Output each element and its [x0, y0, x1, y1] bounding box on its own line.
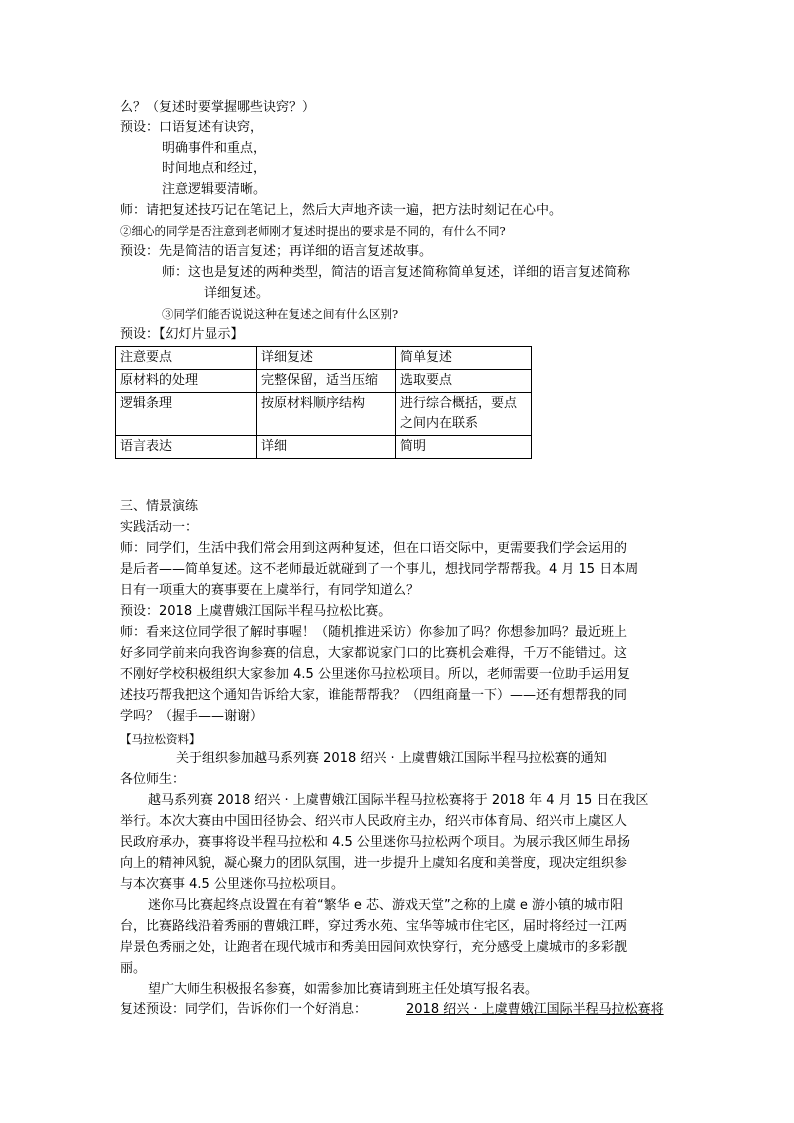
- text-line: ②细心的同学是否注意到老师刚才复述时提出的要求是不同的，有什么不同?: [120, 224, 506, 238]
- table-cell: 选取要点: [396, 370, 532, 393]
- table-row: [116, 370, 532, 393]
- table-cell: 进行综合概括，要点之间内在联系: [396, 393, 532, 436]
- text-line: 台，比赛路线沿着秀丽的曹娥江畔，穿过秀水苑、宝华等城市住宅区，届时将经过一江两: [120, 919, 628, 934]
- text-line: 么？（复述时要掌握哪些诀窍？）: [120, 100, 316, 115]
- text-line: 【马拉松资料】: [120, 732, 201, 746]
- text-line: 预设：先是简洁的语言复述；再详细的语言复述故事。: [120, 244, 433, 259]
- text-line: 好多同学前来向我咨询参赛的信息，大家都说家门口的比赛机会难得，千万不能错过。这: [120, 646, 628, 661]
- text-line: 望广大师生积极报名参赛，如需参加比赛请到班主任处填写报名表。: [148, 982, 539, 997]
- section-heading: 三、情景演练: [120, 499, 199, 514]
- text-line: 迷你马比赛起终点设置在有着“繁华 e 芯、游戏天堂”之称的上虞 e 游小镇的城市阳: [148, 898, 623, 913]
- table-header-cell: 简单复述: [396, 347, 532, 370]
- table-cell: 详细: [257, 436, 396, 459]
- text-line: 复述预设：同学们，告诉你们一个好消息：: [120, 1002, 368, 1017]
- text-line: 预设：2018 上虞曹娥江国际半程马拉松比赛。: [120, 604, 392, 619]
- text-line: 岸景色秀丽之处，让跑者在现代城市和秀美田园间欢快穿行，充分感受上虞城市的多彩靓: [120, 940, 628, 955]
- table-row: [116, 393, 532, 436]
- text-line: 时间地点和经过，: [162, 161, 267, 176]
- text-line: 不刚好学校积极组织大家参加 4.5 公里迷你马拉松项目。所以，老师需要一位助手运用复: [120, 667, 630, 682]
- text-line: ③同学们能否说说这种在复述之间有什么区别?: [162, 307, 399, 321]
- text-line: 民政府承办，赛事将设半程马拉松和 4.5 公里迷你马拉松两个项目。为展示我区师生昂扬: [120, 835, 630, 850]
- text-line: 明确事件和重点，: [162, 141, 267, 156]
- table-cell: 原材料的处理: [116, 370, 257, 393]
- notice-title: 关于组织参加越马系列赛 2018 绍兴 · 上虞曹娥江国际半程马拉松赛的通知: [176, 751, 607, 766]
- text-line: 师：这也是复述的两种类型，简洁的语言复述简称简单复述，详细的语言复述简称: [162, 265, 631, 280]
- table-cell: 语言表达: [116, 436, 257, 459]
- text-line: 预设：【幻灯片显示】: [120, 327, 244, 342]
- table-header-cell: 注意要点: [116, 347, 257, 370]
- table-cell: 完整保留，适当压缩: [257, 370, 396, 393]
- text-line: 举行。本次大赛由中国田径协会、绍兴市人民政府主办，绍兴市体育局、绍兴市上虞区人: [120, 814, 628, 829]
- table-cell: 逻辑条理: [116, 393, 257, 436]
- table-cell: 简明: [396, 436, 532, 459]
- text-line: 学吗？（握手——谢谢）: [120, 709, 264, 724]
- text-line: 丽。: [120, 961, 147, 976]
- text-line: 是后者——简单复述。这不老师最近就碰到了一个事儿，想找同学帮帮我。4 月 15 日本周: [120, 562, 639, 577]
- text-line: 与本次赛事 4.5 公里迷你马拉松项目。: [120, 877, 344, 892]
- underlined-text: 2018 绍兴 · 上虞曹娥江国际半程马拉松赛将: [406, 1002, 664, 1017]
- text-line: 师：同学们，生活中我们常会用到这两种复述，但在口语交际中，更需要我们学会运用的: [120, 541, 628, 556]
- table-row: [116, 436, 532, 459]
- text-line: 实践活动一：: [120, 520, 199, 535]
- text-line: 预设：口语复述有诀窍，: [120, 120, 264, 135]
- table-cell: 按原材料顺序结构: [257, 393, 396, 436]
- text-line: 述技巧帮我把这个通知告诉给大家，谁能帮帮我？（四组商量一下）——还有想帮我的同: [120, 688, 628, 703]
- text-line: 日有一项重大的赛事要在上虞举行，有同学知道么？: [120, 583, 420, 598]
- text-line: 师：看来这位同学很了解时事喔！（随机推进采访）你参加了吗？你想参加吗？最近班上: [120, 625, 628, 640]
- text-line: 越马系列赛 2018 绍兴 · 上虞曹娥江国际半程马拉松赛将于 2018 年 4 月 15 日在我区: [148, 793, 649, 808]
- text-line: 各位师生：: [120, 772, 186, 787]
- text-line: 详细复述。: [204, 286, 270, 301]
- text-line: 注意逻辑要清晰。: [162, 182, 267, 197]
- text-line: 向上的精神风貌，凝心聚力的团队氛围，进一步提升上虞知名度和美誉度，现决定组织参: [120, 856, 628, 871]
- comparison-table: [115, 346, 532, 459]
- text-line: 师：请把复述技巧记在笔记上，然后大声地齐读一遍，把方法时刻记在心中。: [120, 203, 563, 218]
- table-header-row: [116, 347, 532, 370]
- table-header-cell: 详细复述: [257, 347, 396, 370]
